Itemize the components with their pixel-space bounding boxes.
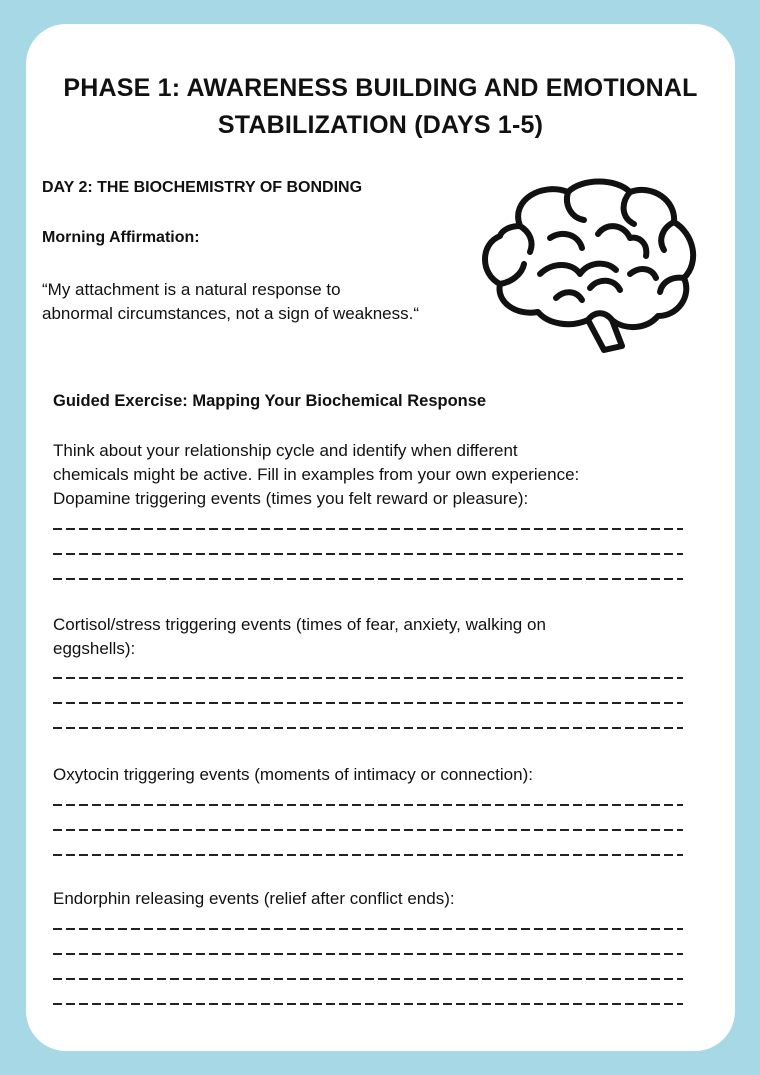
section-prompt — [53, 763, 683, 787]
prompt-line-1: Dopamine triggering events (times you felt reward or pleasure): — [53, 489, 529, 508]
section-dopamine — [53, 487, 683, 592]
section-prompt — [53, 887, 683, 911]
answer-line[interactable] — [53, 967, 683, 992]
section-prompt — [53, 613, 683, 661]
intro-line-2: chemicals might be active. Fill in examples from your own experience: — [53, 465, 580, 484]
section-oxytocin — [53, 763, 683, 868]
exercise-intro — [53, 439, 579, 487]
day-heading: DAY 2: THE BIOCHEMISTRY OF BONDING — [42, 179, 363, 196]
answer-line[interactable] — [53, 992, 683, 1017]
answer-line[interactable] — [53, 567, 683, 592]
prompt-line-2: eggshells): — [53, 639, 136, 658]
affirmation-line-1: “My attachment is a natural response to — [42, 280, 341, 299]
answer-line[interactable] — [53, 942, 683, 967]
answer-line[interactable] — [53, 716, 683, 741]
brain-icon — [480, 178, 698, 354]
answer-lines — [53, 793, 683, 868]
affirmation-text — [42, 278, 419, 326]
answer-line[interactable] — [53, 517, 683, 542]
prompt-line-1: Endorphin releasing events (relief after conflict ends): — [53, 889, 455, 908]
title-line-2: STABILIZATION (DAYS 1-5) — [217, 111, 544, 139]
section-cortisol — [53, 613, 683, 741]
page-title — [26, 70, 735, 144]
title-line-1: PHASE 1: AWARENESS BUILDING AND EMOTIONAL — [63, 74, 698, 102]
worksheet-card — [26, 24, 735, 1051]
answer-line[interactable] — [53, 793, 683, 818]
intro-line-1: Think about your relationship cycle and identify when different — [53, 441, 518, 460]
affirmation-line-2: abnormal circumstances, not a sign of weakness.“ — [42, 304, 420, 323]
answer-line[interactable] — [53, 843, 683, 868]
answer-line[interactable] — [53, 691, 683, 716]
answer-lines — [53, 517, 683, 592]
exercise-title: Guided Exercise: Mapping Your Biochemical Response — [53, 392, 487, 410]
answer-line[interactable] — [53, 542, 683, 567]
prompt-line-1: Oxytocin triggering events (moments of intimacy or connection): — [53, 765, 533, 784]
affirmation-label: Morning Affirmation: — [42, 229, 200, 246]
answer-line[interactable] — [53, 818, 683, 843]
answer-line[interactable] — [53, 917, 683, 942]
prompt-line-1: Cortisol/stress triggering events (times of fear, anxiety, walking on — [53, 615, 546, 634]
answer-lines — [53, 917, 683, 1017]
section-endorphin — [53, 887, 683, 1017]
section-prompt — [53, 487, 683, 511]
answer-lines — [53, 666, 683, 741]
answer-line[interactable] — [53, 666, 683, 691]
